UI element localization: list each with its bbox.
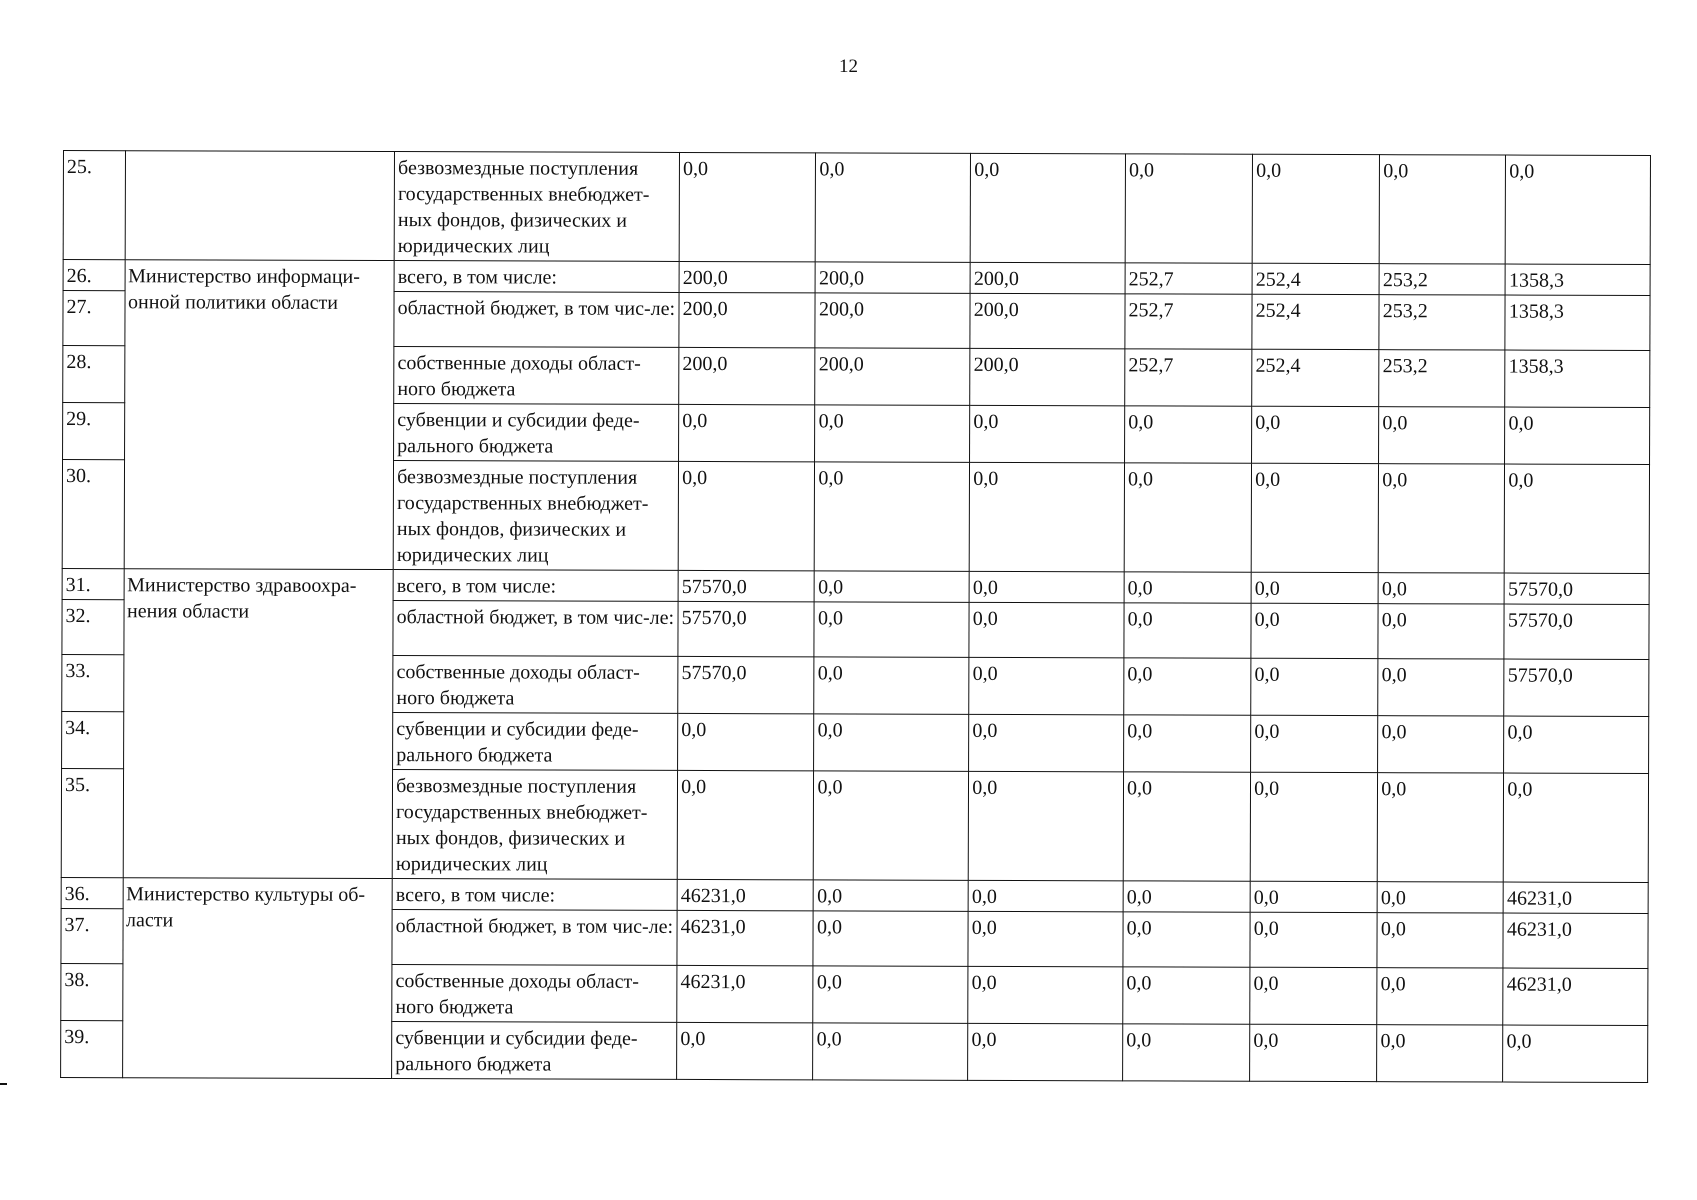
year-value: 0,0 [815, 462, 970, 571]
year-value: 0,0 [814, 880, 969, 911]
row-number: 35. [61, 768, 123, 877]
total-value: 1358,3 [1505, 350, 1650, 407]
row-number: 26. [63, 260, 125, 291]
year-value: 253,2 [1379, 350, 1505, 407]
year-value: 0,0 [814, 714, 969, 771]
funding-source: областной бюджет, в том чис-ле: [394, 292, 679, 348]
row-number: 29. [63, 403, 125, 460]
year-value: 0,0 [1250, 1024, 1377, 1081]
funding-source: субвенции и субсидии феде-рального бюджета [394, 404, 679, 462]
year-value: 0,0 [1378, 659, 1504, 716]
year-value: 0,0 [1377, 968, 1503, 1025]
year-value: 200,0 [816, 262, 971, 293]
year-value: 0,0 [815, 405, 970, 462]
funding-source: безвозмездные поступления государственных внебюджет-ных фондов, физических и юридических лиц [392, 770, 677, 880]
year-value: 0,0 [1252, 406, 1379, 463]
funding-source: всего, в том числе: [394, 261, 679, 293]
total-value: 0,0 [1506, 155, 1651, 264]
row-number: 31. [62, 568, 124, 599]
year-value: 0,0 [679, 404, 816, 461]
year-value: 0,0 [1123, 912, 1250, 967]
year-value: 0,0 [1125, 406, 1252, 463]
year-value: 0,0 [1123, 967, 1250, 1024]
year-value: 0,0 [816, 153, 971, 262]
row-number: 36. [61, 877, 123, 908]
total-value: 0,0 [1504, 773, 1649, 882]
total-value: 0,0 [1504, 716, 1649, 773]
year-value: 253,2 [1379, 264, 1505, 295]
year-value: 0,0 [968, 911, 1123, 966]
row-number: 27. [63, 291, 125, 346]
year-value: 0,0 [970, 405, 1125, 462]
year-value: 0,0 [1251, 715, 1378, 772]
table-row [61, 877, 1648, 913]
year-value: 0,0 [677, 1022, 814, 1079]
total-value: 0,0 [1505, 464, 1650, 573]
year-value: 0,0 [1377, 882, 1503, 913]
margin-mark [0, 1083, 7, 1085]
year-value: 252,7 [1125, 263, 1252, 294]
department-name: Министерство культуры об-ласти [122, 878, 392, 1079]
year-value: 0,0 [679, 152, 816, 261]
year-value: 0,0 [1377, 913, 1503, 968]
year-value: 200,0 [815, 348, 970, 405]
year-value: 0,0 [1251, 658, 1378, 715]
year-value: 252,4 [1252, 263, 1379, 294]
year-value: 0,0 [1125, 154, 1252, 263]
budget-table-body [61, 151, 1651, 1083]
year-value: 0,0 [1124, 658, 1251, 715]
year-value: 0,0 [1378, 716, 1504, 773]
department-cell-empty [125, 151, 395, 261]
total-value: 46231,0 [1503, 968, 1648, 1025]
year-value: 0,0 [1378, 573, 1504, 604]
year-value: 0,0 [678, 713, 815, 770]
table-row [62, 568, 1649, 604]
total-value: 0,0 [1503, 1025, 1648, 1082]
year-value: 200,0 [679, 261, 815, 292]
year-value: 0,0 [1123, 772, 1250, 881]
year-value: 0,0 [1251, 572, 1378, 603]
year-value: 253,2 [1379, 295, 1505, 350]
year-value: 0,0 [1252, 154, 1379, 263]
page-number: 12 [839, 56, 858, 77]
department-name: Министерство здравоохра-нения области [123, 569, 394, 879]
year-value: 0,0 [968, 880, 1123, 911]
year-value: 0,0 [1251, 603, 1378, 658]
year-value: 0,0 [969, 602, 1124, 657]
year-value: 200,0 [970, 348, 1125, 405]
department-name: Министерство информаци-онной политики области [124, 260, 395, 570]
year-value: 0,0 [1250, 881, 1377, 912]
year-value: 0,0 [1124, 572, 1251, 603]
year-value: 0,0 [678, 461, 815, 570]
total-value: 57570,0 [1504, 659, 1649, 716]
year-value: 0,0 [1250, 772, 1377, 881]
year-value: 200,0 [815, 293, 970, 348]
year-value: 0,0 [814, 602, 969, 657]
funding-source: областной бюджет, в том чис-ле: [393, 601, 678, 657]
year-value: 0,0 [968, 771, 1123, 880]
year-value: 200,0 [679, 347, 816, 404]
row-number: 30. [62, 460, 124, 569]
year-value: 252,7 [1125, 349, 1252, 406]
year-value: 0,0 [1123, 1024, 1250, 1081]
funding-source: областной бюджет, в том чис-ле: [392, 910, 677, 966]
row-number: 32. [62, 599, 124, 654]
year-value: 200,0 [679, 292, 816, 347]
row-number: 25. [63, 151, 125, 260]
year-value: 46231,0 [677, 910, 814, 965]
year-value: 0,0 [815, 571, 970, 602]
year-value: 252,4 [1252, 294, 1379, 349]
total-value: 46231,0 [1503, 913, 1648, 968]
year-value: 0,0 [1377, 1025, 1503, 1082]
funding-source: всего, в том числе: [392, 879, 677, 911]
year-value: 0,0 [968, 966, 1123, 1023]
year-value: 0,0 [677, 770, 814, 879]
year-value: 57570,0 [678, 656, 815, 713]
year-value: 0,0 [1250, 912, 1377, 967]
total-value: 57570,0 [1504, 604, 1649, 659]
total-value: 1358,3 [1505, 295, 1650, 350]
year-value: 46231,0 [677, 879, 813, 910]
year-value: 0,0 [1251, 463, 1378, 572]
total-value: 57570,0 [1504, 573, 1649, 604]
row-number: 28. [63, 346, 125, 403]
funding-source: собственные доходы област-ного бюджета [392, 965, 677, 1023]
year-value: 0,0 [813, 966, 968, 1023]
year-value: 0,0 [969, 714, 1124, 771]
funding-source: собственные доходы област-ного бюджета [394, 347, 679, 405]
year-value: 0,0 [1379, 407, 1505, 464]
year-value: 0,0 [1379, 155, 1505, 264]
funding-source: всего, в том числе: [393, 570, 678, 602]
year-value: 0,0 [969, 462, 1124, 571]
funding-source: субвенции и субсидии феде-рального бюджета [392, 1022, 677, 1080]
year-value: 200,0 [970, 293, 1125, 348]
year-value: 0,0 [1124, 715, 1251, 772]
row-number: 33. [62, 654, 124, 711]
year-value: 0,0 [969, 657, 1124, 714]
table-row [63, 151, 1650, 265]
year-value: 0,0 [1123, 881, 1250, 912]
year-value: 0,0 [1124, 463, 1251, 572]
row-number: 38. [61, 963, 123, 1020]
total-value: 0,0 [1505, 407, 1650, 464]
year-value: 252,4 [1252, 349, 1379, 406]
year-value: 57570,0 [678, 601, 815, 656]
year-value: 0,0 [814, 657, 969, 714]
row-number: 37. [61, 908, 123, 963]
funding-source: безвозмездные поступления государственных внебюджет-ных фондов, физических и юридических лиц [393, 461, 678, 571]
year-value: 0,0 [968, 1023, 1123, 1080]
year-value: 0,0 [1378, 604, 1504, 659]
table-row [63, 260, 1650, 296]
year-value: 0,0 [1378, 464, 1504, 573]
year-value: 0,0 [1124, 603, 1251, 658]
row-number: 34. [62, 711, 124, 768]
year-value: 46231,0 [677, 965, 814, 1022]
budget-table [60, 150, 1651, 1083]
funding-source: субвенции и субсидии феде-рального бюджета [393, 713, 678, 771]
funding-source: безвозмездные поступления государственных внебюджет-ных фондов, физических и юридических лиц [394, 152, 679, 262]
total-value: 1358,3 [1505, 264, 1650, 295]
year-value: 0,0 [970, 153, 1125, 262]
year-value: 0,0 [1377, 773, 1503, 882]
year-value: 0,0 [813, 911, 968, 966]
year-value: 57570,0 [678, 570, 814, 601]
year-value: 0,0 [814, 771, 969, 880]
year-value: 200,0 [970, 262, 1125, 293]
year-value: 0,0 [1250, 967, 1377, 1024]
year-value: 0,0 [813, 1023, 968, 1080]
row-number: 39. [61, 1020, 123, 1077]
year-value: 0,0 [969, 571, 1124, 602]
year-value: 252,7 [1125, 294, 1252, 349]
funding-source: собственные доходы област-ного бюджета [393, 656, 678, 714]
total-value: 46231,0 [1503, 882, 1648, 913]
